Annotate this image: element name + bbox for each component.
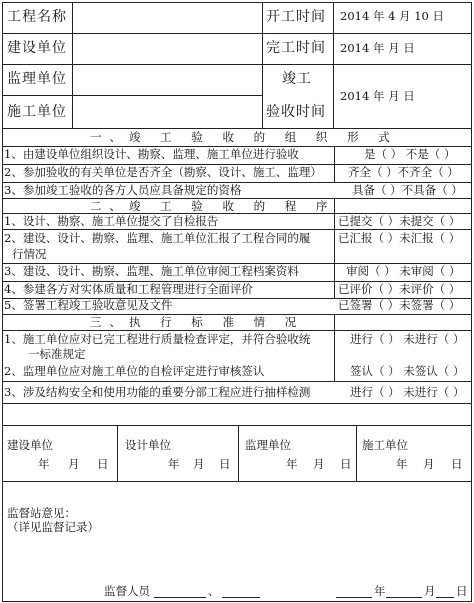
list-item: 1、设计、勘察、施工单位提交了自检报告 (4, 214, 219, 228)
list-item-cont: 行情况 (12, 247, 47, 261)
list-item: 4、参建各方对实体质量和工程管理进行全面评价 (4, 282, 253, 296)
check-option[interactable]: 进行（ ） 未进行（ ） (350, 332, 465, 346)
col-line (334, 198, 335, 298)
col-line (334, 314, 335, 381)
sign-date-year: 年 (38, 457, 50, 471)
list-item: 2、建设、设计、勘察、监理、施工单位汇报了工程合同的履 (4, 231, 311, 245)
footer-day-line[interactable] (436, 586, 454, 598)
inspector-label: 监督人员 (104, 584, 150, 598)
sign-date-day: 日 (451, 457, 463, 471)
list-item: 3、涉及结构安全和使用功能的重要分部工程应进行抽样检测 (4, 385, 311, 399)
col-line (238, 425, 239, 481)
check-option[interactable]: 是（ ） 不是（ ） (364, 147, 456, 161)
sign-date-month: 月 (193, 457, 205, 471)
section1-title: 一、竣 工 验 收 的 组 织 形 式 (90, 130, 398, 144)
list-item: 5、签署工程竣工验收意见及文件 (4, 298, 173, 312)
start-time-label: 开工时间 (266, 9, 326, 25)
sign-date-year: 年 (286, 457, 298, 471)
inspector-separator: 、 (208, 584, 220, 598)
list-item: 3、建设、设计、勘察、监理、施工单位审阅工程档案资料 (4, 264, 299, 278)
construction-unit-label: 施工单位 (7, 104, 67, 120)
acceptance-time-label-line2: 验收时间 (266, 104, 326, 120)
supervision-unit-label: 监理单位 (7, 71, 67, 87)
col-line (334, 146, 335, 182)
sign-design-unit: 设计单位 (125, 438, 171, 452)
row-line (2, 128, 472, 129)
table-border-right (471, 2, 472, 602)
opinion-note: （详见监督记录） (7, 520, 99, 534)
footer-day: 日 (456, 584, 468, 598)
col-line (262, 2, 263, 128)
sign-date-day: 日 (340, 457, 352, 471)
row-line (2, 229, 472, 230)
sign-build-unit: 建设单位 (7, 438, 53, 452)
finish-time-label: 完工时间 (266, 40, 326, 56)
footer-year-line[interactable] (336, 586, 372, 598)
footer-month-line[interactable] (386, 586, 422, 598)
sign-date-month: 月 (423, 457, 435, 471)
inspector-name-line[interactable] (222, 586, 260, 598)
sign-date-year: 年 (168, 457, 180, 471)
row-line (2, 95, 262, 96)
section2-title: 二、竣 工 验 收 的 程 序 (90, 199, 336, 213)
acceptance-time-value: 2014 年 月 日 (340, 89, 415, 103)
list-item: 1、施工单位应对已完工程进行质量检查评定，并符合验收统 (4, 332, 311, 346)
col-line (117, 425, 118, 481)
footer-year: 年 (374, 584, 386, 598)
sign-date-month: 月 (68, 457, 80, 471)
section3-title: 三、执 行 标 准 情 况 (90, 315, 305, 329)
footer-month: 月 (424, 584, 436, 598)
table-border-left (2, 2, 3, 602)
sign-supervision-unit: 监理单位 (245, 438, 291, 452)
build-unit-label: 建设单位 (7, 40, 67, 56)
row-line (2, 425, 472, 426)
acceptance-time-label-line1: 竣工 (282, 71, 312, 87)
row-line (2, 381, 472, 382)
list-item: 1、由建设单位组织设计、勘察、监理、施工单位进行验收 (4, 147, 299, 161)
check-option[interactable]: 已评价（ ）未评价（ ） (338, 282, 461, 296)
inspector-name-line[interactable] (154, 586, 206, 598)
check-option[interactable]: 签认（ ） 未签认（ ） (350, 364, 465, 378)
sign-date-day: 日 (219, 457, 231, 471)
list-item: 2、监理单位应对施工单位的自检评定进行审核签认 (4, 364, 265, 378)
list-item-cont: 一标准规定 (28, 347, 86, 361)
sign-date-month: 月 (313, 457, 325, 471)
sign-date-day: 日 (97, 457, 109, 471)
project-name-label: 工程名称 (7, 9, 67, 25)
list-item: 2、参加验收的有关单位是否齐全（勘察、设计、施工、监理） (4, 165, 322, 179)
sign-construction-unit: 施工单位 (362, 438, 408, 452)
check-option[interactable]: 审阅（ ） 未审阅（ ） (346, 264, 461, 278)
col-line (333, 2, 334, 128)
table-border-bottom (2, 601, 472, 602)
finish-time-value: 2014 年 月 日 (340, 41, 415, 55)
check-option[interactable]: 进行（ ） 未进行（ ） (350, 385, 465, 399)
col-line (72, 2, 73, 128)
start-time-value: 2014 年 4 月 10 日 (340, 9, 444, 23)
check-option[interactable]: 已提交（ ）未提交（ ） (338, 214, 461, 228)
col-line (356, 425, 357, 481)
check-option[interactable]: 齐全（ ）不齐全（ ） (348, 165, 459, 179)
check-option[interactable]: 已汇报（ ）未汇报（ ） (338, 231, 461, 245)
sign-date-year: 年 (396, 457, 408, 471)
check-option[interactable]: 已签署（ ）未签署（ ） (338, 298, 461, 312)
row-line (2, 481, 472, 482)
row-line (2, 403, 472, 404)
opinion-label: 监督站意见： (7, 506, 76, 520)
check-option[interactable]: 具备（ ）不具备（ ） (352, 183, 463, 197)
row-line (2, 330, 472, 331)
list-item: 3、参加竣工验收的各方人员应具备规定的资格 (4, 183, 242, 197)
